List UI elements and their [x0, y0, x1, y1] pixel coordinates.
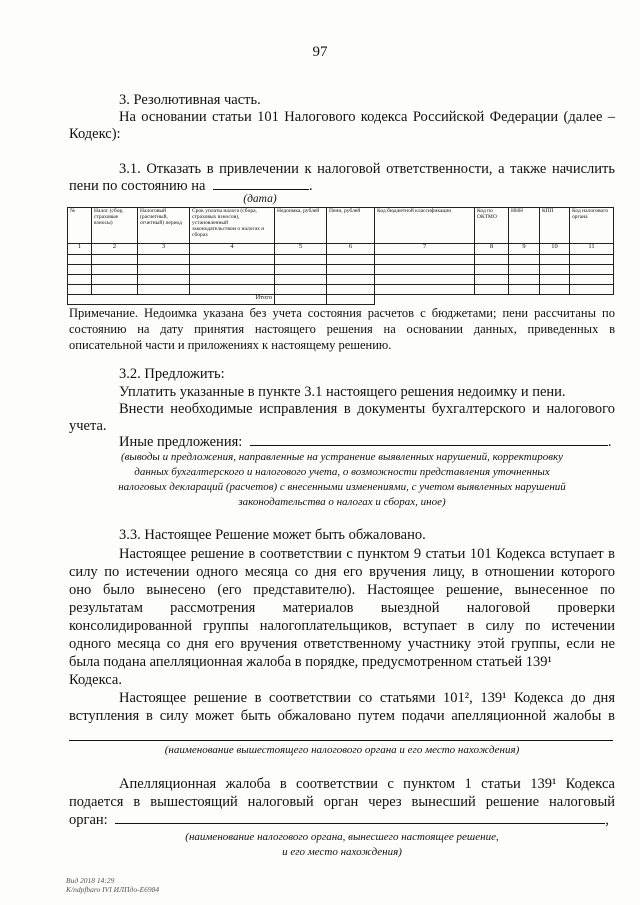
note-line: описательной части и приложениях к настоящему решению. [69, 338, 392, 352]
appeal-organ-label: орган: [69, 812, 108, 828]
date-field[interactable] [213, 189, 309, 190]
table-header-cell: Налоговый (расчетный, отчетный) период [138, 208, 190, 244]
table-total-label: Итого [68, 295, 275, 305]
column-number: 1 [68, 244, 92, 255]
appeal-organ-line: орган: , [69, 812, 609, 828]
hint-line: налоговых деклараций (расчетов) с внесенными изменениями, с учетом выявленных нарушений [118, 481, 566, 493]
appeal-paragraph [69, 775, 615, 829]
note-line: Примечание. Недоимка указана без учета состояния расчетов с бюджетами; пени рассчитаны по [69, 306, 615, 320]
column-number: 6 [327, 244, 375, 255]
column-number: 5 [275, 244, 327, 255]
caption-line: и его место нахождения) [282, 846, 402, 858]
s32-fix-line-1: Внести необходимые исправления в документы бухгалтерского и налогового [119, 401, 615, 417]
caption-line: (наименование налогового органа, вынесшего настоящее решение, [185, 831, 499, 843]
s31-line-1: 3.1. Отказать в привлечении к налоговой ответственности, а также начислить [119, 161, 615, 177]
column-number: 2 [92, 244, 138, 255]
footer-line: К/ndpfbaro IVI ИЛПдо-Е6984 [66, 885, 160, 894]
para-line: Апелляционная жалоба в соответствии с пунктом 1 статьи 139¹ Кодекса [119, 776, 615, 792]
para-line: силу по истечении одного месяца со дня его вручения лицу, в отношении которого [69, 564, 615, 580]
date-caption: (дата) [243, 193, 277, 205]
higher-authority-field[interactable] [69, 740, 613, 741]
note-line: состоянию на дату принятия настоящего решения на основании данных, приведенных в [69, 322, 615, 336]
table-number-row [68, 244, 614, 255]
section3-title: 3. Резолютивная часть. [119, 92, 261, 108]
basis-line-1: На основании статьи 101 Налогового кодекса Российской Федерации (далее – [119, 109, 615, 125]
table-row [68, 275, 614, 285]
s32-other-label: Иные предложения: [119, 434, 243, 450]
hint-line: законодательства о налогах и сборах, иное) [238, 496, 446, 508]
organ-caption [69, 830, 615, 860]
para-line: вступления в силу может быть обжаловано путем подачи апелляционной жалобы в [69, 708, 615, 724]
footer [66, 876, 159, 894]
hint-line: данных бухгалтерского и налогового учета, о возможности представления уточненных [134, 466, 550, 478]
s33-paragraph-2 [69, 689, 615, 725]
s33-paragraph-1 [69, 545, 615, 689]
table-header-cell: Код бюджетной классификации [375, 208, 475, 244]
column-number: 8 [475, 244, 509, 255]
table-header-cell: Код по ОКТМО [475, 208, 509, 244]
s32-hint [69, 450, 615, 510]
para-line: консолидированной группы налогоплательщиков, вступает в силу по истечении [69, 618, 615, 634]
table-total-row [68, 295, 614, 305]
column-number: 9 [509, 244, 540, 255]
table-header-row [68, 208, 614, 244]
higher-authority-caption: (наименование вышестоящего налогового органа и его место нахождения) [164, 744, 520, 756]
s32-fix-line-2: учета. [69, 418, 107, 434]
s32-title: 3.2. Предложить: [119, 366, 225, 382]
s31-line-2: пени по состоянию на . [69, 178, 313, 194]
s32-other: Иные предложения: . [119, 434, 612, 450]
table-header-cell: № [68, 208, 92, 244]
para-line: одного месяца со дня его вручения ответственному участнику этой группы, если не [69, 636, 615, 652]
page-number: 97 [312, 44, 328, 60]
table-row [68, 255, 614, 265]
table-header-cell: ИНН [509, 208, 540, 244]
hint-line: (выводы и предложения, направленные на устранение выявленных нарушений, корректировку [120, 451, 564, 463]
table-header-cell: Код налогового органа [570, 208, 614, 244]
table-row [68, 265, 614, 275]
column-number: 11 [570, 244, 614, 255]
s32-pay: Уплатить указанные в пункте 3.1 настоящего решения недоимку и пени. [119, 384, 566, 400]
column-number: 3 [138, 244, 190, 255]
basis-line-2: Кодекс): [69, 126, 121, 142]
table-header-cell: Срок уплаты налога (сбора, страховых взносов), установленный законодательством о налогах и сборах [190, 208, 275, 244]
column-number: 4 [190, 244, 275, 255]
table-header-cell: КПП [540, 208, 570, 244]
para-line: Настоящее решение в соответствии со статьями 101², 139¹ Кодекса до дня [119, 690, 615, 706]
para-line: результатам рассмотрения материалов выездной налоговой проверки [69, 600, 615, 616]
s33-title: 3.3. Настоящее Решение может быть обжаловано. [119, 527, 426, 543]
column-number: 10 [540, 244, 570, 255]
para-line: Кодекса. [69, 672, 122, 688]
para-line: оно было вынесено (его представителю). Настоящее решение, вынесенное по [69, 582, 615, 598]
table-header-cell: Пени, рублей [327, 208, 375, 244]
other-proposals-field[interactable] [250, 445, 608, 446]
note [69, 305, 615, 353]
footer-line: Вид 2018 14:29 [66, 876, 115, 885]
table-row [68, 285, 614, 295]
s31-line-2-prefix: пени по состоянию на [69, 178, 206, 194]
para-line: Настоящее решение в соответствии с пунктом 9 статьи 101 Кодекса вступает в [119, 546, 615, 562]
column-number: 7 [375, 244, 475, 255]
para-line: подается в вышестоящий налоговый орган через вынесший решение налоговый [69, 794, 615, 810]
issuing-organ-field[interactable] [115, 823, 605, 824]
table-header-cell: Недоимка, рублей [275, 208, 327, 244]
para-line: была подана апелляционная жалоба в порядке, предусмотренном статьей 139¹ [69, 654, 552, 670]
table-header-cell: Налог (сбор, страховые взносы) [92, 208, 138, 244]
tax-table [67, 207, 614, 305]
